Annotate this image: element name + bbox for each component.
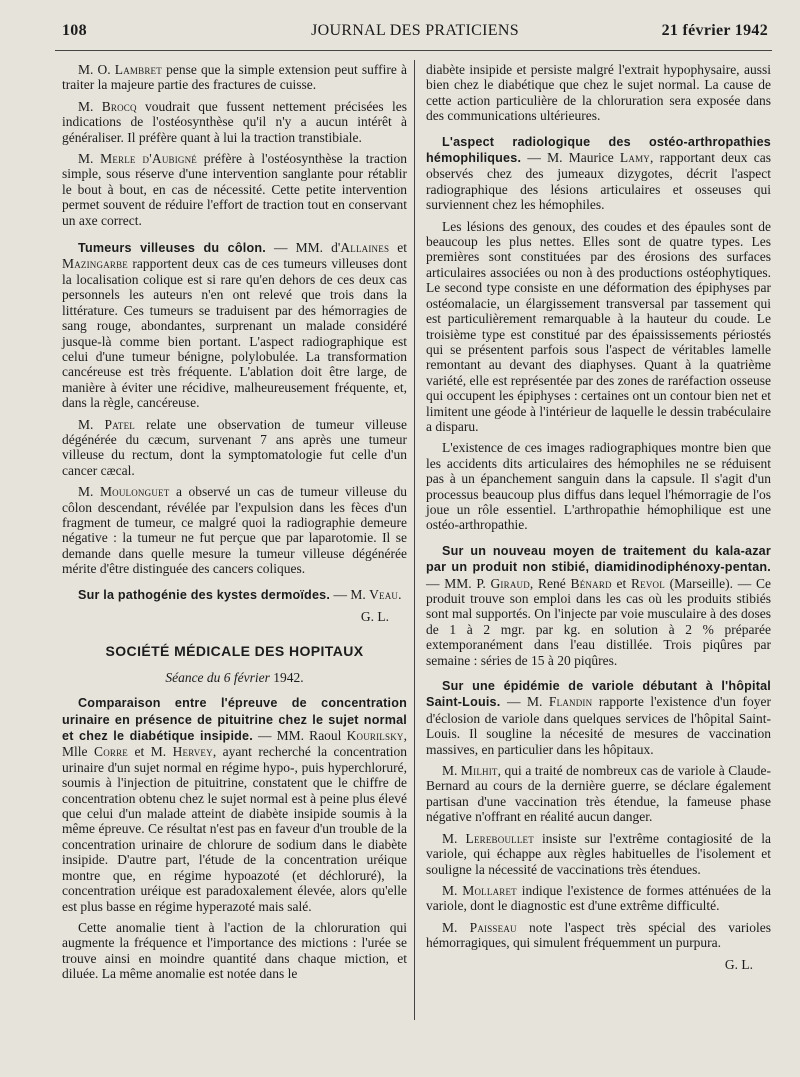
author-name: Moulonguet [99, 484, 170, 500]
author-name: Flandin [548, 694, 593, 710]
session-date: Séance du 6 février 1942. [165, 669, 304, 685]
paragraph-patel: M. Patel relate une observation de tumeur villeuse dégénérée du cæcum, survenant 7 ans après une tumeur villeuse du rectum, dont la symptomatologie fut celle d'un cancer cæcal. [62, 416, 407, 478]
author-name: Allaines [340, 240, 390, 256]
signature: G. L. [724, 956, 753, 972]
section-title: SOCIÉTÉ MÉDICALE DES HOPITAUX [105, 643, 364, 660]
subject-heading: Sur un nouveau moyen de traitement du kala-azar par un produit non stibié, diamidinodiphénoxy-pentan. [426, 543, 771, 575]
paragraph-osteo-arthropathies: L'aspect radiologique des ostéo-arthropathies hémophiliques. — M. Maurice Lamy, rapportant deux cas observés chez des jumeaux dizygotes, décrit l'aspect radiographique des lésions articulaires et osseuses qui surviennent chez les hémophiles. [426, 134, 771, 213]
paragraph-kystes: Sur la pathogénie des kystes dermoïdes. — M. Veau. [78, 586, 402, 602]
paragraph-lereboullet: M. Lereboullet insiste sur l'extrême contagiosité de la variole, qui échappe aux règles habituelles de l'isolement et souligne la nécessité de vaccinations très étendues. [426, 830, 771, 877]
paragraph-milhit: M. Milhit, qui a traité de nombreux cas de variole à Claude-Bernard au cours de la dernière guerre, se déclare également partisan d'une vaccination très étendue, la fameuse phase négative n'offrant en réalité aucun danger. [426, 763, 771, 825]
author-name: Revol [630, 575, 665, 591]
paragraph-kala-azar: Sur un nouveau moyen de traitement du kala-azar par un produit non stibié, diamidinodiphénoxy-pentan. — MM. P. Giraud, René Bénard et Revol (Marseille). — Ce produit trouve son emploi dans les cas où les produits stibiés sont mal supportés. On l'injecte par voie musculaire à des doses de 1 à 2 mgr. par kg. en solution à 2 % préparée extemporanément dans l'eau distillée. Trois piqûres par semaine : séries de 15 à 20 piqûres. [426, 543, 771, 668]
paragraph-mollaret: M. Mollaret indique l'existence de formes atténuées de la variole, dont le diagnostic est d'une extrême difficulté. [426, 882, 771, 914]
paragraph-tumeurs-villeuses: Tumeurs villeuses du côlon. — MM. d'Allaines et Mazingarbe rapportent deux cas de ces tumeurs villeuses dont la localisation colique est si rare qu'en dehors de ces deux cas personnels les auteurs n'en ont relevé que trois dans la littérature. Ces tumeurs se traduisent par des hémorragies de sang rouge, abondantes, surprenant un malade considéré jusque-là comme bien portant. L'aspect radiographique est celui d'une tumeur bénigne, polylobulée. La transformation cancéreuse est très fréquente. L'ablation doit être large, de manière à éviter une récidive, malheureusement fréquente, et, dans la règle, cancéreuse. [62, 240, 407, 411]
paragraph-variole: Sur une épidémie de variole débutant à l'hôpital Saint-Louis. — M. Flandin rapporte l'existence d'un foyer d'éclosion de variole dans quelques services de l'hôpital Saint-Louis. Il sougline la nécesité de mesures de vaccination massives, en particulier dans les hôpitaux. [426, 679, 771, 757]
author-name: Merle d'Aubigné [100, 151, 198, 167]
author-name: Bénard [570, 575, 612, 591]
left-column [62, 62, 407, 988]
header-rule [55, 50, 772, 51]
author-name: Kourilsky [346, 728, 404, 744]
journal-title: JOURNAL DES PRATICIENS [311, 22, 519, 39]
subject-heading: Comparaison entre l'épreuve de concentration urinaire en présence de pituitrine chez le sujet normal et chez le diabétique insipide. [62, 696, 407, 744]
paragraph-lesions: Les lésions des genoux, des coudes et des épaules sont de beaucoup les plus nettes. Elles sont de quatre types. Les premières sont constituées par des érosions des surfaces articulaires associées ou non à des productions ostéophytiques. Le second type consiste en une déformation des épiphyses par ostéomalacie, un élargissement transversal par tassement qui est particulièrement remarquable à la hauteur du coude. Le troisième type est constitué par des épaississements périostés qui se présentent parfois sous l'aspect de véritables lamelle remontant au devant des diaphyses. Quant à la quatrième variété, elle est représentée par des zones de raréfaction osseuse qui occupent les épiphyses : certaines ont un contour bien net et limitent une géode à l'intérieur de laquelle le dessin trabéculaire a disparu. [426, 218, 771, 434]
author-name: Veau [369, 586, 399, 602]
paragraph-continuation: diabète insipide et persiste malgré l'extrait hypophysaire, aussi bien chez le diabétique que chez le sujet normal. La cause de cette action particulière de la chloruration sera exposée dans des communications ultérieures. [426, 62, 771, 124]
signature: G. L. [360, 609, 389, 624]
paragraph-moulonguet: M. Moulonguet a observé un cas de tumeur villeuse du côlon descendant, révélée par l'expulsion dans les fèces d'un fragment de tumeur, ce malgré quoi la radiographie demeure négative : la tumeur ne fut perçue que par laparotomie. Il se demande dans quelle mesure la tumeur villeuse dégénérée mérite d'être distinguée des cancers coliques. [62, 484, 407, 577]
author-name: Mazingarbe [62, 256, 128, 272]
author-name: Lereboullet [465, 830, 534, 846]
author-name: Mollaret [462, 882, 517, 898]
paragraph-lambret: M. O. Lambret pense que la simple extension peut suffire à traiter la majeure partie des fractures de cuisse. [62, 62, 407, 93]
column-divider [414, 60, 415, 1020]
author-name: Hervey [172, 744, 213, 760]
author-name: Lambret [114, 62, 162, 77]
paragraph-brocq: M. Brocq voudrait que fussent nettement précisées les indications de l'ostéosynthèse qu'il n'y a aucun intérêt à généraliser. Il préfère quant à lui la traction transtibiale. [62, 98, 407, 145]
subject-heading: L'aspect radiologique des ostéo-arthropathies hémophiliques. [426, 134, 771, 166]
paragraph-merle: M. Merle d'Aubigné préfère à l'ostéosynthèse la traction simple, sous réserve d'une intervention sanglante pour rétablir le bout à bout, en cas de nécessité. Cette petite intervention permet souvent de réduire l'effort de traction tout en conservant un axe correct. [62, 151, 407, 228]
author-name: Giraud [490, 575, 530, 591]
right-column [426, 62, 771, 982]
paragraph-pituitrine: Comparaison entre l'épreuve de concentration urinaire en présence de pituitrine chez le sujet normal et chez le diabétique insipide. — MM. Raoul Kourilsky, Mlle Corre et M. Hervey, ayant recherché la concentration urinaire d'un sujet normal en régime hypo-, puis hyperchloruré, soumis à l'injection de pituitrine, constatent que le chiffre de concentration obtenu chez le sujet normal est à peine plus élevé que celui d'un malade atteint de diabète insipide soumis à la même épreuve. Ce résultat n'est pas en faveur d'un trouble de la concentration urinaire de chlorure de sodium dans le diabète insipide. D'autre part, l'étude de la concentration uréique montre que, en régime hypoazoté (et déchloruré), la concentration uréique est paradoxalement élevée, alors qu'elle est plus basse en régime hyperazoté mais salé. [62, 696, 408, 914]
author-name: Brocq [101, 98, 137, 114]
author-name: Milhit [460, 763, 498, 779]
author-name: Paisseau [469, 919, 517, 935]
author-name: Lamy [619, 150, 650, 166]
paragraph-paisseau: M. Paisseau note l'aspect très spécial des varioles hémorragiques, qui simulent fréquemment un purpura. [426, 919, 772, 951]
page-header [62, 22, 768, 44]
paragraph-images-radiographiques: L'existence de ces images radiographiques montre bien que les accidents dits articulaires des hémophiles ne se réduisent pas à un épanchement sanguin dans la capsule. Il s'agit d'un processus beaucoup plus diffus dans lequel l'hémorragie de l'os joue un rôle essentiel. L'arthropathie hémophilique est une ostéo-arthropathie. [426, 440, 771, 533]
subject-heading: Tumeurs villeuses du côlon. [78, 241, 266, 256]
author-name: Patel [104, 416, 135, 432]
subject-heading: Sur une épidémie de variole débutant à l'hôpital Saint-Louis. [426, 679, 771, 710]
issue-date: 21 février 1942 [661, 22, 768, 39]
paragraph-chloruration: Cette anomalie tient à l'action de la chloruration qui augmente la fréquence et l'importance des mictions : l'urée se trouve ainsi en moindre quantité dans chaque miction, et diluée. La même anomalie est notée dans le [62, 919, 407, 982]
author-name: Corre [93, 744, 128, 760]
subject-heading: Sur la pathogénie des kystes dermoïdes. [78, 587, 331, 602]
page-number: 108 [62, 22, 87, 39]
